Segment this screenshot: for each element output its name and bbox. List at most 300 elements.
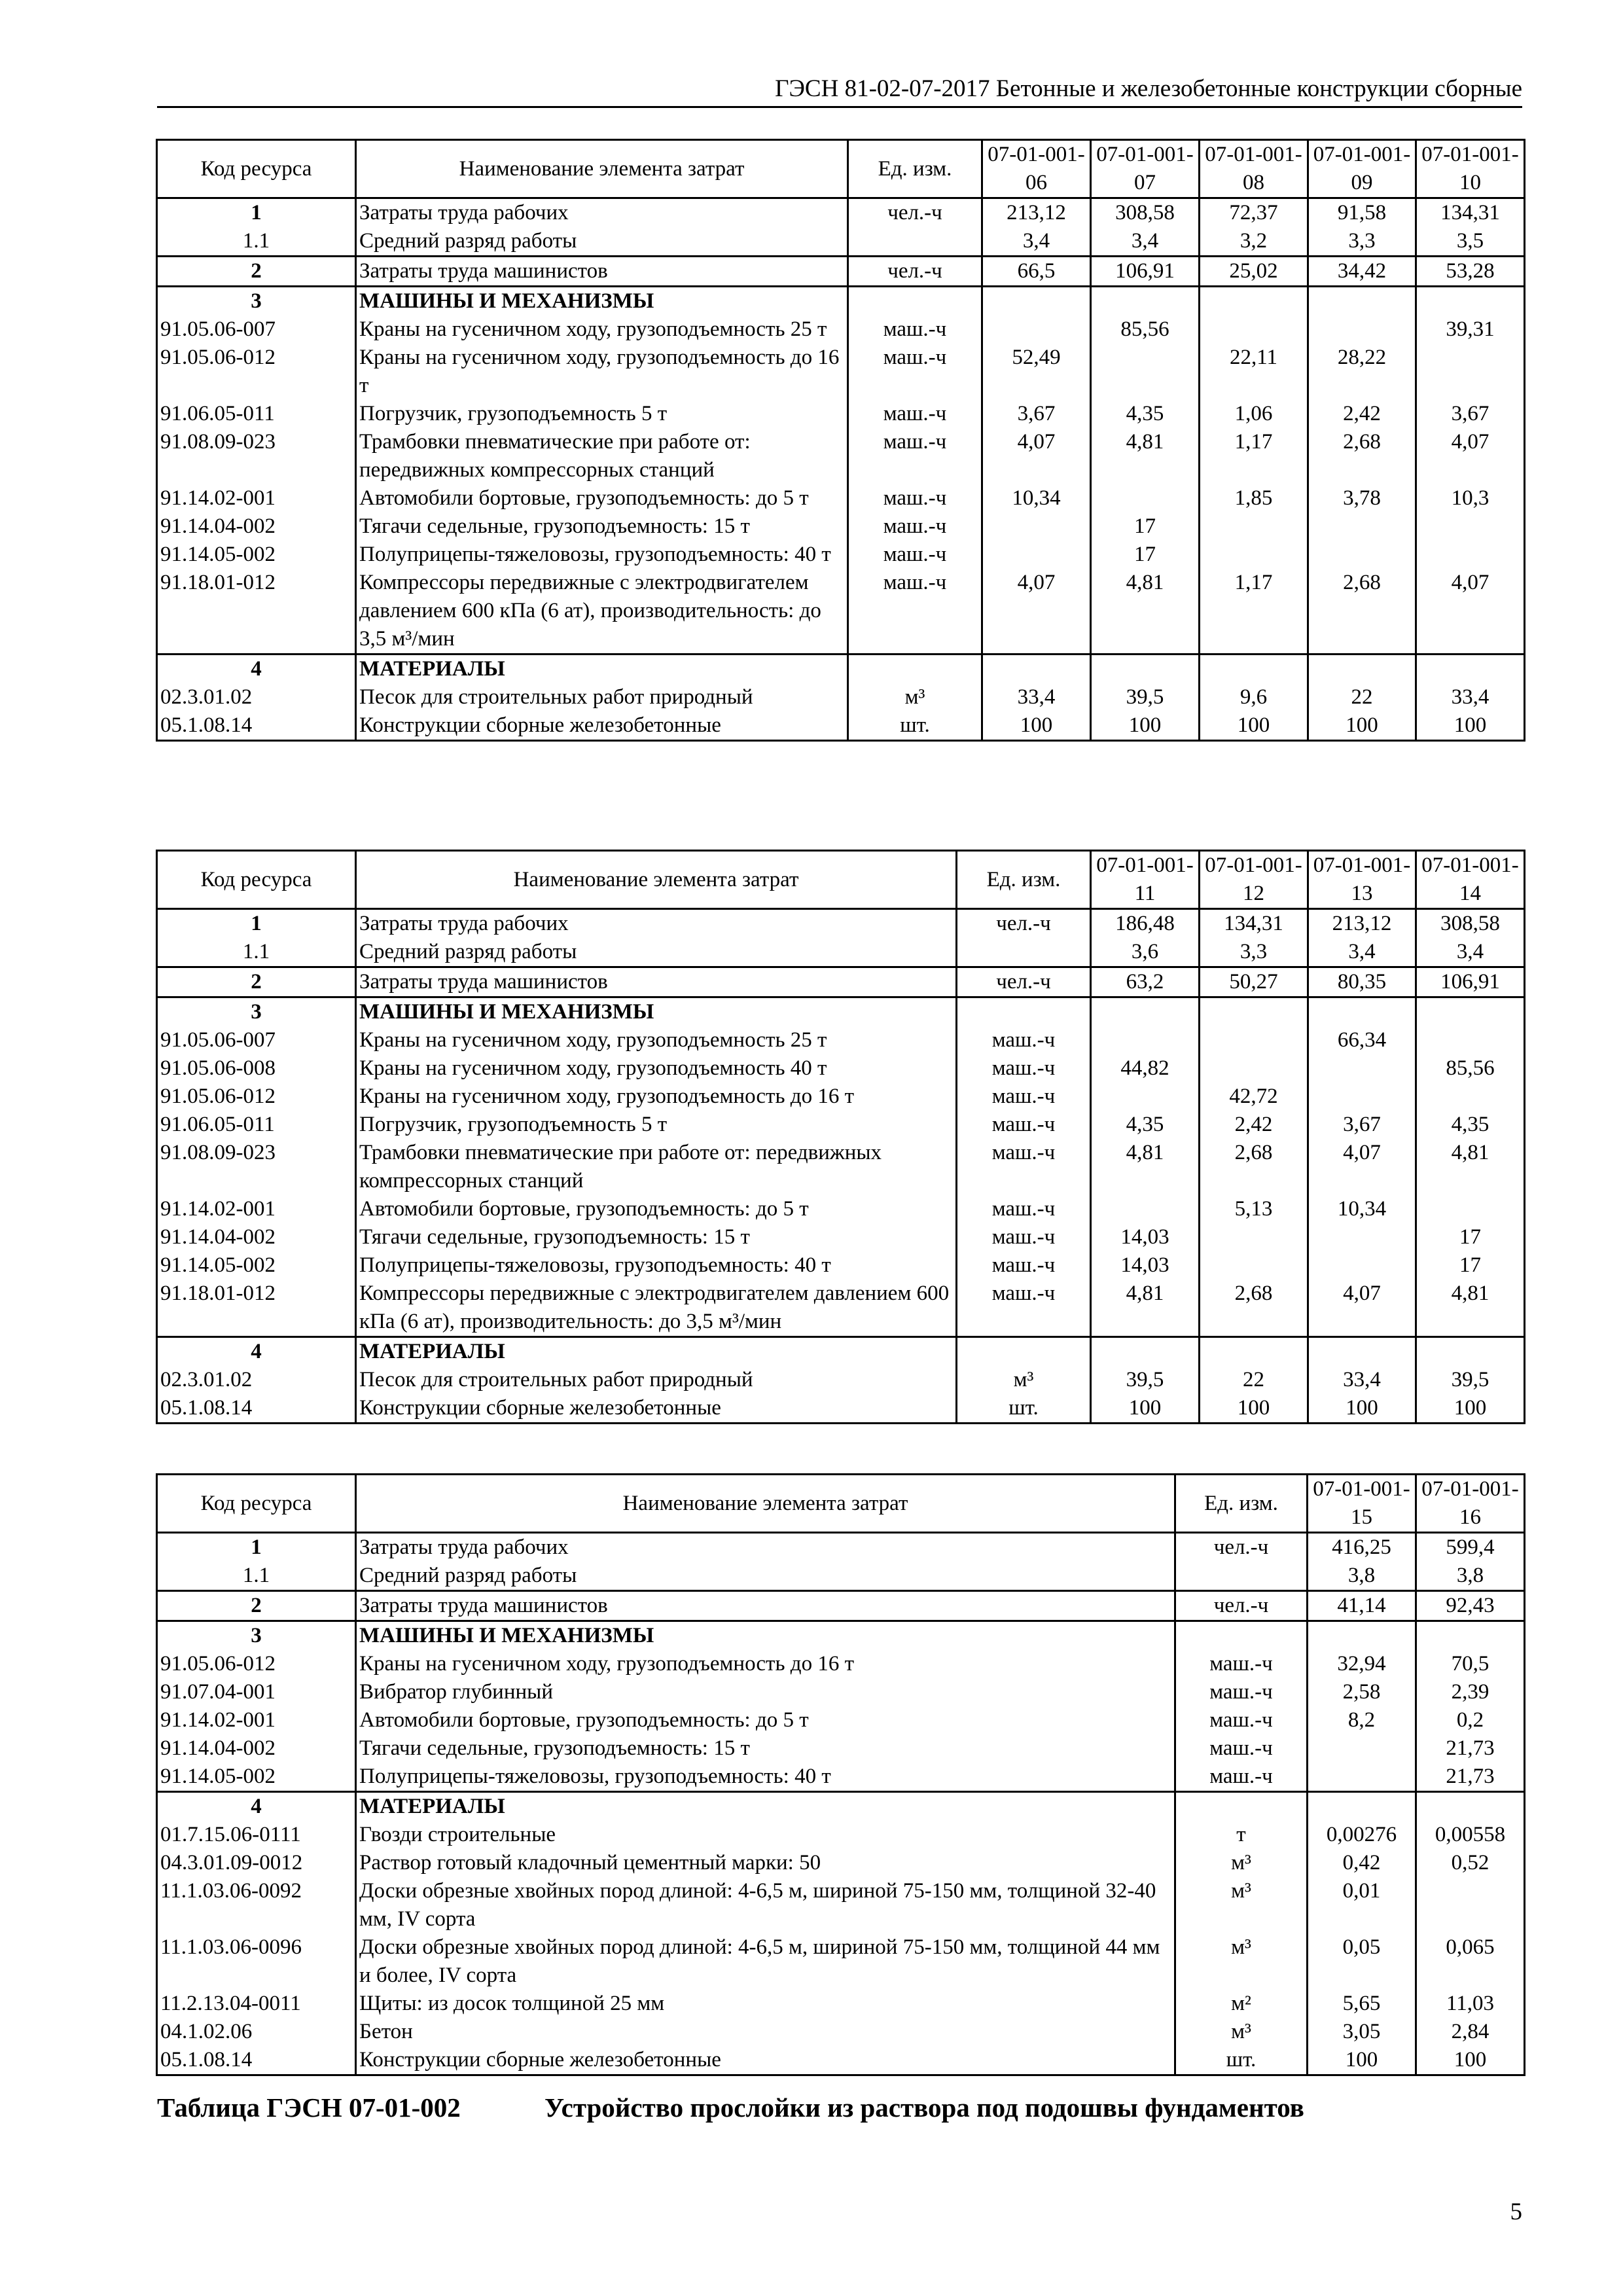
norm-value: 85,56 xyxy=(1091,315,1200,344)
resource-unit: маш.-ч xyxy=(1175,1650,1308,1678)
norm-value: 3,4 xyxy=(1308,938,1416,967)
resource-name: МАТЕРИАЛЫ xyxy=(356,655,848,684)
norm-value: 4,81 xyxy=(1416,1280,1525,1337)
resource-name: Конструкции сборные железобетонные xyxy=(356,1394,957,1424)
norm-value xyxy=(1200,1337,1308,1367)
resource-code: 1.1 xyxy=(157,1562,356,1591)
table-row xyxy=(157,967,1525,997)
norm-value: 70,5 xyxy=(1416,1650,1525,1678)
norm-value xyxy=(1200,512,1308,541)
resource-unit: маш.-ч xyxy=(957,1083,1091,1111)
resource-code: 3 xyxy=(157,997,356,1027)
norm-value: 33,4 xyxy=(1308,1366,1416,1394)
resource-name: Затраты труда рабочих xyxy=(356,198,848,228)
table-body xyxy=(157,198,1525,741)
resource-code: 91.05.06-012 xyxy=(157,1083,356,1111)
header-column: 07-01-001-14 xyxy=(1416,851,1525,909)
norm-value: 2,42 xyxy=(1200,1111,1308,1139)
header-name: Наименование элемента затрат xyxy=(356,140,848,198)
norm-value xyxy=(1091,655,1200,684)
table-row xyxy=(157,1394,1525,1424)
norm-value xyxy=(1416,1026,1525,1054)
table-row xyxy=(157,1366,1525,1394)
resource-code: 04.3.01.09-0012 xyxy=(157,1849,356,1877)
resource-code: 05.1.08.14 xyxy=(157,711,356,741)
resource-unit: чел.-ч xyxy=(848,257,982,287)
resource-code: 91.14.05-002 xyxy=(157,541,356,569)
norm-value xyxy=(1200,541,1308,569)
table-row xyxy=(157,1251,1525,1280)
norm-value xyxy=(1416,344,1525,400)
resource-code: 1 xyxy=(157,909,356,939)
resource-name: Средний разряд работы xyxy=(356,1562,1175,1591)
resource-table-3 xyxy=(156,1473,1525,2076)
resource-code: 91.14.05-002 xyxy=(157,1251,356,1280)
resource-name: Тягачи седельные, грузоподъемность: 15 т xyxy=(356,1734,1175,1763)
table-row xyxy=(157,569,1525,655)
norm-value: 4,35 xyxy=(1091,400,1200,428)
norm-value: 41,14 xyxy=(1308,1591,1416,1621)
norm-value xyxy=(1091,1195,1200,1223)
table-row xyxy=(157,1678,1525,1706)
norm-value xyxy=(1091,287,1200,316)
resource-unit xyxy=(957,1337,1091,1367)
norm-value: 100 xyxy=(1416,1394,1525,1424)
norm-value: 213,12 xyxy=(1308,909,1416,939)
resource-code: 91.14.04-002 xyxy=(157,1734,356,1763)
norm-value: 0,00558 xyxy=(1416,1821,1525,1849)
norm-value: 3,8 xyxy=(1308,1562,1416,1591)
resource-code: 2 xyxy=(157,1591,356,1621)
table-row xyxy=(157,428,1525,484)
norm-value xyxy=(1200,1251,1308,1280)
norm-value: 2,42 xyxy=(1308,400,1416,428)
norm-value: 3,4 xyxy=(1091,227,1200,257)
norm-value: 4,35 xyxy=(1416,1111,1525,1139)
norm-value: 85,56 xyxy=(1416,1054,1525,1083)
page-number: 5 xyxy=(1510,2198,1522,2225)
norm-value xyxy=(1200,1223,1308,1251)
resource-name: Погрузчик, грузоподъемность 5 т xyxy=(356,1111,957,1139)
norm-value: 22 xyxy=(1308,683,1416,711)
norm-value: 186,48 xyxy=(1091,909,1200,939)
norm-value: 10,34 xyxy=(982,484,1091,512)
table-row xyxy=(157,1933,1525,1990)
norm-value: 308,58 xyxy=(1091,198,1200,228)
norm-value: 1,17 xyxy=(1200,428,1308,484)
resource-name: Доски обрезные хвойных пород длиной: 4-6,5 м, шириной 75-150 мм, толщиной 32-40 мм, IV сорта xyxy=(356,1877,1175,1933)
resource-name: Раствор готовый кладочный цементный марки: 50 xyxy=(356,1849,1175,1877)
table-row xyxy=(157,1706,1525,1734)
table-row xyxy=(157,1195,1525,1223)
resource-code: 3 xyxy=(157,287,356,316)
norm-value: 5,65 xyxy=(1308,1990,1416,2018)
resource-unit: маш.-ч xyxy=(1175,1734,1308,1763)
norm-value: 3,6 xyxy=(1091,938,1200,967)
resource-name: Тягачи седельные, грузоподъемность: 15 т xyxy=(356,1223,957,1251)
resource-unit: чел.-ч xyxy=(848,198,982,228)
norm-value: 2,68 xyxy=(1200,1280,1308,1337)
resource-name: МАТЕРИАЛЫ xyxy=(356,1337,957,1367)
resource-code: 02.3.01.02 xyxy=(157,683,356,711)
resource-unit: маш.-ч xyxy=(957,1251,1091,1280)
norm-value: 21,73 xyxy=(1416,1734,1525,1763)
norm-value xyxy=(1308,1792,1416,1821)
norm-value: 10,3 xyxy=(1416,484,1525,512)
header-code: Код ресурса xyxy=(157,140,356,198)
norm-value: 22 xyxy=(1200,1366,1308,1394)
resource-code: 91.05.06-007 xyxy=(157,315,356,344)
norm-value: 50,27 xyxy=(1200,967,1308,997)
norm-value: 17 xyxy=(1416,1223,1525,1251)
resource-code: 91.14.04-002 xyxy=(157,1223,356,1251)
resource-unit: м³ xyxy=(957,1366,1091,1394)
norm-value: 14,03 xyxy=(1091,1251,1200,1280)
table-row xyxy=(157,1026,1525,1054)
header-name: Наименование элемента затрат xyxy=(356,851,957,909)
header-column: 07-01-001-15 xyxy=(1308,1475,1416,1533)
table-row xyxy=(157,1337,1525,1367)
table-row xyxy=(157,512,1525,541)
header-column: 07-01-001-08 xyxy=(1200,140,1308,198)
norm-value: 4,07 xyxy=(1416,569,1525,655)
norm-value: 4,81 xyxy=(1091,1139,1200,1195)
norm-value xyxy=(1308,512,1416,541)
norm-value: 100 xyxy=(1416,2046,1525,2075)
norm-value xyxy=(1091,484,1200,512)
norm-value: 9,6 xyxy=(1200,683,1308,711)
norm-value: 39,31 xyxy=(1416,315,1525,344)
norm-value xyxy=(1416,1792,1525,1821)
norm-value xyxy=(1416,1195,1525,1223)
resource-code: 91.06.05-011 xyxy=(157,400,356,428)
resource-name: Затраты труда рабочих xyxy=(356,1533,1175,1562)
resource-name: Краны на гусеничном ходу, грузоподъемность до 16 т xyxy=(356,1083,957,1111)
norm-value: 3,67 xyxy=(982,400,1091,428)
table-row xyxy=(157,1621,1525,1651)
resource-name: Бетон xyxy=(356,2018,1175,2046)
resource-code: 91.06.05-011 xyxy=(157,1111,356,1139)
resource-unit: шт. xyxy=(848,711,982,741)
norm-value: 4,81 xyxy=(1416,1139,1525,1195)
resource-name: Конструкции сборные железобетонные xyxy=(356,711,848,741)
norm-value: 52,49 xyxy=(982,344,1091,400)
norm-value: 3,8 xyxy=(1416,1562,1525,1591)
norm-value: 0,00276 xyxy=(1308,1821,1416,1849)
header-column: 07-01-001-07 xyxy=(1091,140,1200,198)
table-row xyxy=(157,909,1525,939)
norm-value: 72,37 xyxy=(1200,198,1308,228)
table-row xyxy=(157,1877,1525,1933)
norm-value: 91,58 xyxy=(1308,198,1416,228)
running-header: ГЭСН 81-02-07-2017 Бетонные и железобетонные конструкции сборные xyxy=(775,75,1522,102)
resource-unit xyxy=(848,655,982,684)
norm-value: 3,05 xyxy=(1308,2018,1416,2046)
resource-unit: чел.-ч xyxy=(1175,1591,1308,1621)
norm-value xyxy=(1308,1054,1416,1083)
norm-value: 100 xyxy=(1091,711,1200,741)
resource-code: 04.1.02.06 xyxy=(157,2018,356,2046)
resource-code: 4 xyxy=(157,655,356,684)
resource-code: 91.05.06-007 xyxy=(157,1026,356,1054)
norm-value: 3,67 xyxy=(1416,400,1525,428)
resource-name: Трамбовки пневматические при работе от: передвижных компрессорных станций xyxy=(356,1139,957,1195)
header-unit: Ед. изм. xyxy=(957,851,1091,909)
resource-unit: т xyxy=(1175,1821,1308,1849)
table-header xyxy=(157,851,1525,909)
table-row xyxy=(157,1650,1525,1678)
norm-value xyxy=(1308,1223,1416,1251)
norm-value: 2,68 xyxy=(1308,569,1416,655)
norm-value xyxy=(1416,1877,1525,1933)
norm-value: 2,68 xyxy=(1200,1139,1308,1195)
norm-value: 32,94 xyxy=(1308,1650,1416,1678)
norm-value: 4,35 xyxy=(1091,1111,1200,1139)
resource-name: Затраты труда рабочих xyxy=(356,909,957,939)
resource-table-1 xyxy=(156,139,1525,742)
header-rule xyxy=(157,106,1522,108)
table-row xyxy=(157,1821,1525,1849)
norm-value xyxy=(1308,315,1416,344)
header-unit: Ед. изм. xyxy=(848,140,982,198)
resource-unit: маш.-ч xyxy=(957,1111,1091,1139)
norm-value xyxy=(1416,1621,1525,1651)
resource-name: Автомобили бортовые, грузоподъемность: до 5 т xyxy=(356,1195,957,1223)
norm-value: 25,02 xyxy=(1200,257,1308,287)
table-row xyxy=(157,315,1525,344)
resource-name: Песок для строительных работ природный xyxy=(356,683,848,711)
table-header xyxy=(157,140,1525,198)
resource-name: МАШИНЫ И МЕХАНИЗМЫ xyxy=(356,1621,1175,1651)
table-row xyxy=(157,1223,1525,1251)
resource-unit: маш.-ч xyxy=(957,1223,1091,1251)
norm-value: 308,58 xyxy=(1416,909,1525,939)
resource-unit: маш.-ч xyxy=(957,1139,1091,1195)
norm-value: 33,4 xyxy=(1416,683,1525,711)
table-caption-title: Устройство прослойки из раствора под подошвы фундаментов xyxy=(544,2092,1304,2123)
header-column: 07-01-001-16 xyxy=(1416,1475,1525,1533)
norm-value xyxy=(1200,315,1308,344)
header-column: 07-01-001-10 xyxy=(1416,140,1525,198)
resource-unit: маш.-ч xyxy=(1175,1763,1308,1792)
resource-code: 4 xyxy=(157,1337,356,1367)
resource-name: Вибратор глубинный xyxy=(356,1678,1175,1706)
norm-value: 17 xyxy=(1416,1251,1525,1280)
resource-name: Полуприцепы-тяжеловозы, грузоподъемность: 40 т xyxy=(356,541,848,569)
norm-value: 10,34 xyxy=(1308,1195,1416,1223)
resource-code: 91.14.02-001 xyxy=(157,1706,356,1734)
table-row xyxy=(157,683,1525,711)
resource-unit: м³ xyxy=(1175,1849,1308,1877)
header-column: 07-01-001-09 xyxy=(1308,140,1416,198)
resource-unit: маш.-ч xyxy=(848,541,982,569)
resource-name: Средний разряд работы xyxy=(356,938,957,967)
resource-unit: м³ xyxy=(1175,1933,1308,1990)
resource-code: 91.18.01-012 xyxy=(157,1280,356,1337)
norm-value xyxy=(1308,1734,1416,1763)
norm-value xyxy=(1200,1026,1308,1054)
resource-code: 91.14.02-001 xyxy=(157,1195,356,1223)
table-row xyxy=(157,1139,1525,1195)
norm-value: 8,2 xyxy=(1308,1706,1416,1734)
resource-code: 11.1.03.06-0092 xyxy=(157,1877,356,1933)
norm-value: 4,81 xyxy=(1091,569,1200,655)
resource-unit: маш.-ч xyxy=(848,569,982,655)
table-caption-number: Таблица ГЭСН 07-01-002 xyxy=(157,2092,461,2123)
resource-name: Трамбовки пневматические при работе от: передвижных компрессорных станций xyxy=(356,428,848,484)
norm-value: 3,67 xyxy=(1308,1111,1416,1139)
resource-code: 91.14.02-001 xyxy=(157,484,356,512)
resource-code: 91.05.06-012 xyxy=(157,1650,356,1678)
norm-value: 0,05 xyxy=(1308,1933,1416,1990)
norm-value: 34,42 xyxy=(1308,257,1416,287)
norm-value: 44,82 xyxy=(1091,1054,1200,1083)
norm-value xyxy=(1416,1337,1525,1367)
norm-value xyxy=(1091,1026,1200,1054)
norm-value: 4,81 xyxy=(1091,1280,1200,1337)
table-row xyxy=(157,1792,1525,1821)
norm-value: 39,5 xyxy=(1091,1366,1200,1394)
norm-value: 100 xyxy=(1308,2046,1416,2075)
norm-value: 2,84 xyxy=(1416,2018,1525,2046)
resource-code: 1 xyxy=(157,1533,356,1562)
resource-code: 4 xyxy=(157,1792,356,1821)
resource-code: 1.1 xyxy=(157,227,356,257)
resource-unit: чел.-ч xyxy=(957,909,1091,939)
resource-name: Песок для строительных работ природный xyxy=(356,1366,957,1394)
norm-value xyxy=(1091,344,1200,400)
resource-unit: маш.-ч xyxy=(957,1195,1091,1223)
norm-value: 100 xyxy=(1091,1394,1200,1424)
table-row xyxy=(157,2046,1525,2075)
header-name: Наименование элемента затрат xyxy=(356,1475,1175,1533)
norm-value: 21,73 xyxy=(1416,1763,1525,1792)
norm-value xyxy=(1308,1251,1416,1280)
norm-value: 92,43 xyxy=(1416,1591,1525,1621)
norm-value: 22,11 xyxy=(1200,344,1308,400)
norm-value: 0,065 xyxy=(1416,1933,1525,1990)
norm-value xyxy=(1308,1337,1416,1367)
table-row xyxy=(157,1591,1525,1621)
norm-value: 4,07 xyxy=(1416,428,1525,484)
table-row xyxy=(157,1054,1525,1083)
norm-value: 2,68 xyxy=(1308,428,1416,484)
resource-name: Полуприцепы-тяжеловозы, грузоподъемность: 40 т xyxy=(356,1763,1175,1792)
norm-value: 4,81 xyxy=(1091,428,1200,484)
resource-name: МАТЕРИАЛЫ xyxy=(356,1792,1175,1821)
table-row xyxy=(157,541,1525,569)
resource-unit xyxy=(848,227,982,257)
resource-unit: шт. xyxy=(1175,2046,1308,2075)
norm-value xyxy=(1308,997,1416,1027)
norm-value: 28,22 xyxy=(1308,344,1416,400)
resource-unit: маш.-ч xyxy=(848,315,982,344)
norm-value: 39,5 xyxy=(1416,1366,1525,1394)
resource-unit: маш.-ч xyxy=(848,512,982,541)
norm-value xyxy=(1416,541,1525,569)
norm-value: 2,58 xyxy=(1308,1678,1416,1706)
table-row xyxy=(157,938,1525,967)
norm-value xyxy=(982,655,1091,684)
table-row xyxy=(157,198,1525,228)
norm-value xyxy=(982,541,1091,569)
norm-value: 1,17 xyxy=(1200,569,1308,655)
header-unit: Ед. изм. xyxy=(1175,1475,1308,1533)
header-column: 07-01-001-11 xyxy=(1091,851,1200,909)
header-column: 07-01-001-06 xyxy=(982,140,1091,198)
resource-code: 91.07.04-001 xyxy=(157,1678,356,1706)
norm-value xyxy=(1091,997,1200,1027)
norm-value: 4,07 xyxy=(982,428,1091,484)
resource-name: Краны на гусеничном ходу, грузоподъемность 40 т xyxy=(356,1054,957,1083)
norm-value: 100 xyxy=(1200,1394,1308,1424)
norm-value xyxy=(982,315,1091,344)
norm-value xyxy=(1200,997,1308,1027)
norm-value xyxy=(1416,287,1525,316)
table-row xyxy=(157,227,1525,257)
resource-name: Затраты труда машинистов xyxy=(356,1591,1175,1621)
norm-value xyxy=(1308,541,1416,569)
resource-code: 3 xyxy=(157,1621,356,1651)
resource-code: 2 xyxy=(157,967,356,997)
table-row xyxy=(157,1734,1525,1763)
resource-unit xyxy=(1175,1621,1308,1651)
norm-value: 0,01 xyxy=(1308,1877,1416,1933)
resource-unit: м³ xyxy=(848,683,982,711)
header-column: 07-01-001-12 xyxy=(1200,851,1308,909)
norm-value: 106,91 xyxy=(1416,967,1525,997)
resource-unit xyxy=(957,938,1091,967)
resource-name: Гвозди строительные xyxy=(356,1821,1175,1849)
resource-code: 91.05.06-008 xyxy=(157,1054,356,1083)
resource-name: Щиты: из досок толщиной 25 мм xyxy=(356,1990,1175,2018)
resource-code: 02.3.01.02 xyxy=(157,1366,356,1394)
resource-unit xyxy=(957,997,1091,1027)
norm-value: 416,25 xyxy=(1308,1533,1416,1562)
resource-unit: чел.-ч xyxy=(957,967,1091,997)
table-row xyxy=(157,287,1525,316)
resource-name: Средний разряд работы xyxy=(356,227,848,257)
norm-value: 3,78 xyxy=(1308,484,1416,512)
table-row xyxy=(157,344,1525,400)
resource-name: Компрессоры передвижные с электродвигателем давлением 600 кПа (6 ат), производительность: до 3,5 м³/мин xyxy=(356,1280,957,1337)
header-code: Код ресурса xyxy=(157,851,356,909)
norm-value: 1,85 xyxy=(1200,484,1308,512)
resource-name: Краны на гусеничном ходу, грузоподъемность до 16 т xyxy=(356,344,848,400)
resource-name: Автомобили бортовые, грузоподъемность: до 5 т xyxy=(356,1706,1175,1734)
norm-value xyxy=(1416,1083,1525,1111)
norm-value: 66,5 xyxy=(982,257,1091,287)
resource-name: Автомобили бортовые, грузоподъемность: до 5 т xyxy=(356,484,848,512)
norm-value: 14,03 xyxy=(1091,1223,1200,1251)
table-row xyxy=(157,1111,1525,1139)
norm-value: 599,4 xyxy=(1416,1533,1525,1562)
norm-value: 134,31 xyxy=(1416,198,1525,228)
table-row xyxy=(157,1562,1525,1591)
resource-unit: маш.-ч xyxy=(957,1280,1091,1337)
norm-value: 17 xyxy=(1091,541,1200,569)
resource-code: 05.1.08.14 xyxy=(157,1394,356,1424)
resource-name: Погрузчик, грузоподъемность 5 т xyxy=(356,400,848,428)
norm-value: 66,34 xyxy=(1308,1026,1416,1054)
resource-unit: м³ xyxy=(1175,1877,1308,1933)
norm-value xyxy=(1416,655,1525,684)
norm-value xyxy=(1200,1054,1308,1083)
norm-value: 100 xyxy=(1308,711,1416,741)
table-row xyxy=(157,1763,1525,1792)
resource-code: 91.05.06-012 xyxy=(157,344,356,400)
norm-value xyxy=(1091,1337,1200,1367)
